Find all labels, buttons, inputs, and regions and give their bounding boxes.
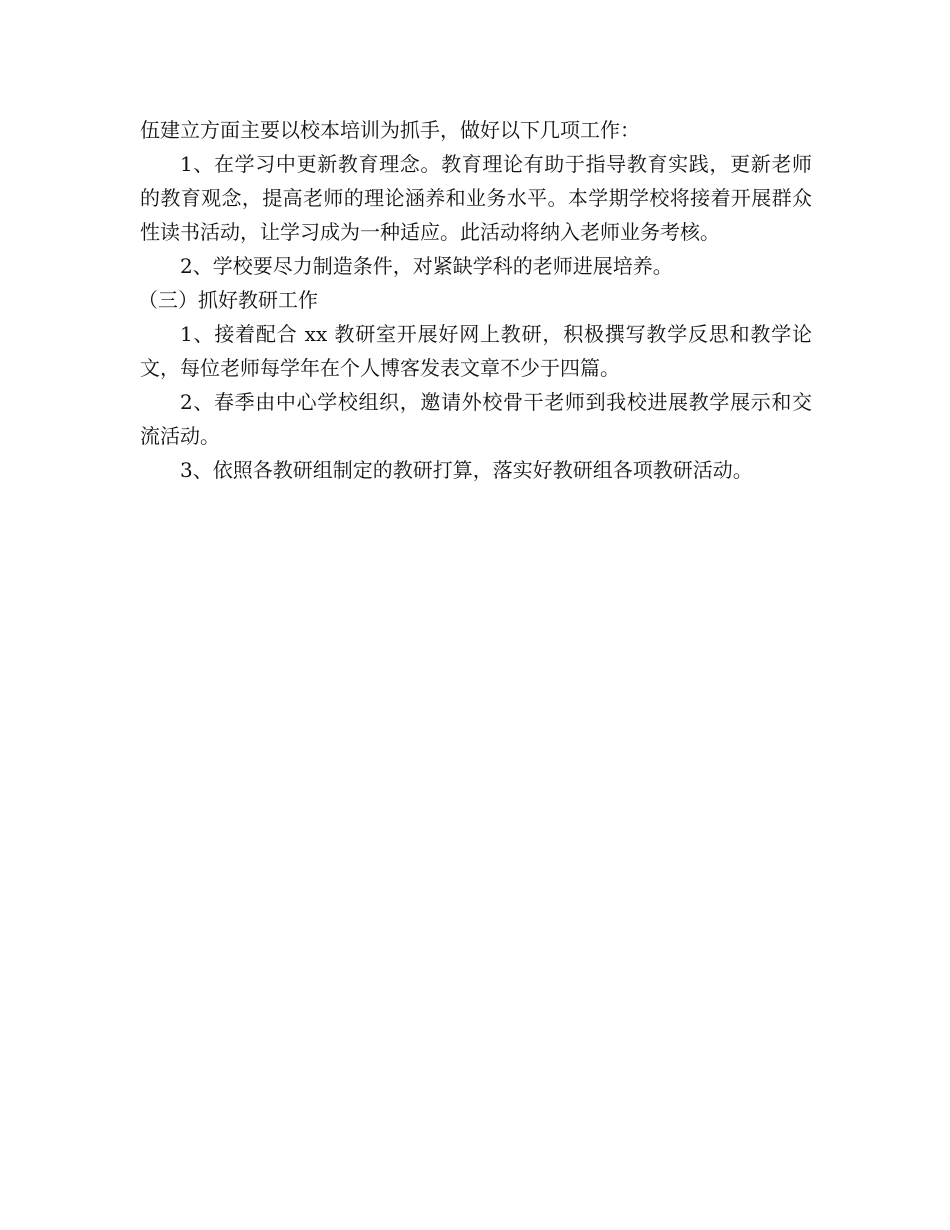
paragraph-item-1-learning: 1、在学习中更新教育理念。教育理论有助于指导教育实践，更新老师的教育观念，提高老师的理论涵养和业务水平。本学期学校将接着开展群众性读书活动，让学习成为一种适应。此活动将纳入老师业务考核。	[140, 152, 812, 244]
paragraph-continuation: 伍建立方面主要以校本培训为抓手，做好以下几项工作：	[140, 118, 640, 142]
document-body	[140, 113, 812, 487]
paragraph-item-2-training: 2、学校要尽力制造条件，对紧缺学科的老师进展培养。	[180, 254, 673, 278]
paragraph-research-item-2: 2、春季由中心学校组织，邀请外校骨干老师到我校进展教学展示和交流活动。	[140, 390, 812, 448]
paragraph-research-item-1: 1、接着配合 xx 教研室开展好网上教研，积极撰写教学反思和教学论文，每位老师每学年在个人博客发表文章不少于四篇。	[140, 322, 812, 380]
paragraph-research-item-3: 3、依照各教研组制定的教研打算，落实好教研组各项教研活动。	[180, 458, 753, 482]
section-heading-teaching-research: （三）抓好教研工作	[138, 288, 318, 312]
